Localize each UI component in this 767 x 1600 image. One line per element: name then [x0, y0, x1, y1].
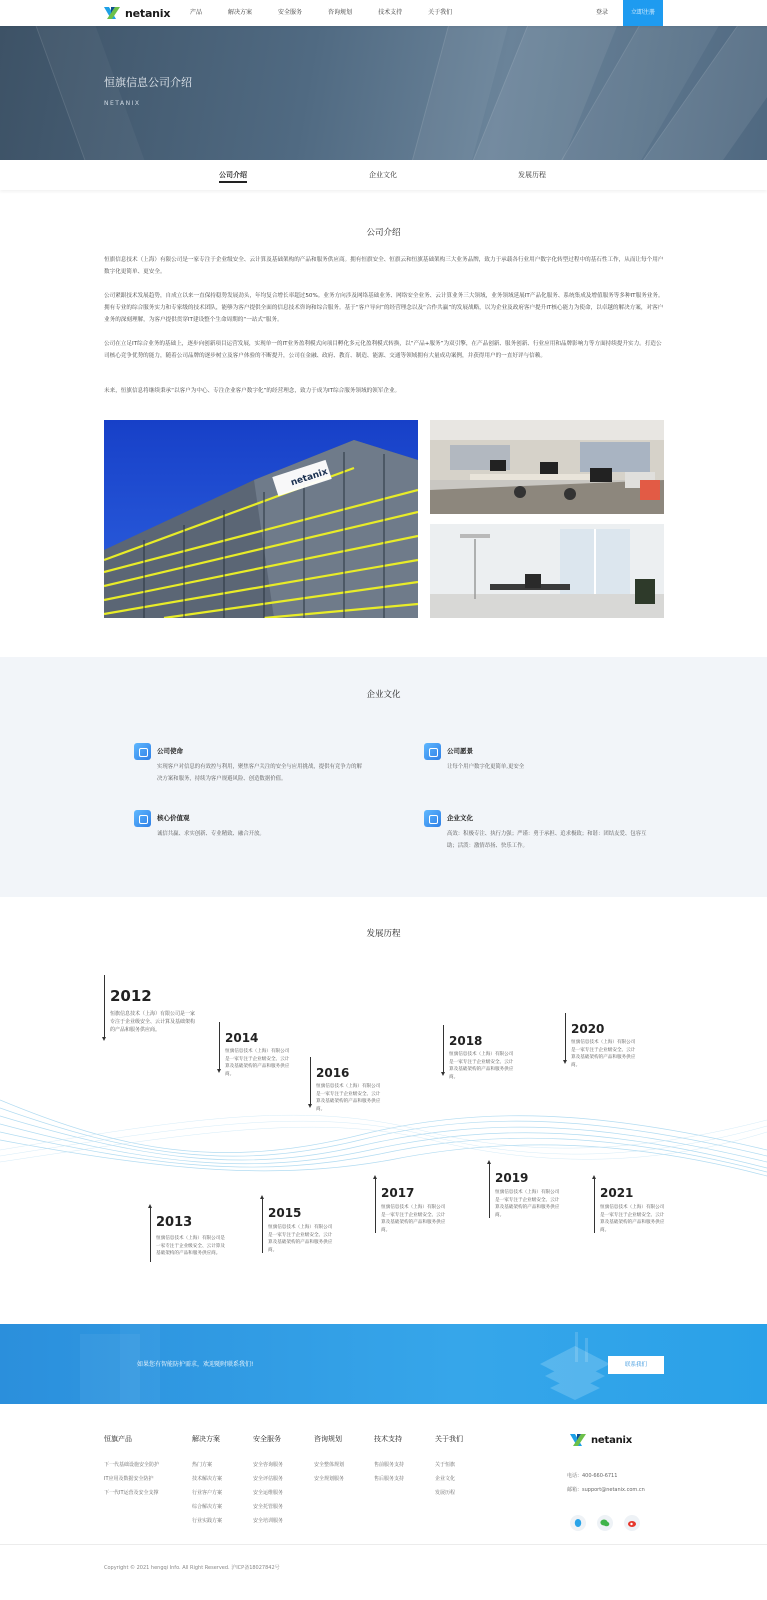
- footer-column: [104, 1434, 159, 1500]
- site-header: [0, 0, 767, 26]
- timeline-year: 2017: [381, 1186, 415, 1200]
- nav-item-solutions[interactable]: 解决方案: [228, 9, 253, 16]
- footer-link[interactable]: IT应用及数据安全防护: [104, 1476, 154, 1482]
- logo[interactable]: [104, 6, 170, 20]
- section-tabs: [0, 160, 767, 190]
- timeline-desc: 恒旗信息技术（上海）有限公司是一家专注于企业级安全、云计算及基础架构的产品和服务供应商。: [110, 1011, 196, 1033]
- footer-link[interactable]: 售后服务支持: [374, 1476, 405, 1482]
- footer-link[interactable]: 安全托管服务: [253, 1504, 284, 1510]
- svg-text:netanix: netanix: [289, 467, 330, 489]
- intro-paragraph: 公司紧跟技术发展趋势，自成立以来一直保持稳势发展劲头，年均复合增长率超过50%。业务方向涉及网络基础业务、网络安全业务、云计算业务三大领域，业务领域延展IT产品化服务、系统集成及增值服务等多种IT服务业务。拥有专业的综合服务实力和专家级的技术团队，能够为客户提供全面的信息技术咨询和综合服务。基于“客户导向”的经营理念以及“合作共赢”的发展战略，以为企业及政府客户提升IT核心能力为使命，以卓越的解决方案，对客户业务的深刻理解，为客户提供贯穿IT建设整个生命周期的“一站式”服务。: [104, 293, 664, 323]
- nav-item-consulting[interactable]: 咨询规划: [328, 9, 353, 16]
- weibo-icon[interactable]: [624, 1515, 640, 1531]
- mission-icon: [134, 743, 151, 760]
- nav-item-products[interactable]: 产品: [190, 9, 203, 16]
- nav-item-about[interactable]: 关于我们: [428, 9, 453, 16]
- footer-column-heading: 关于我们: [435, 1435, 463, 1443]
- footer-link[interactable]: 安全规划服务: [314, 1476, 345, 1482]
- qq-icon[interactable]: [570, 1515, 586, 1531]
- footer-logo-text: netanix: [591, 1434, 633, 1446]
- contact-us-button[interactable]: 联系我们: [608, 1356, 664, 1374]
- footer-column: [435, 1434, 463, 1500]
- culture-item-title: 企业文化: [447, 814, 473, 822]
- page-banner: [0, 26, 767, 160]
- timeline-arrow: [310, 1057, 311, 1105]
- timeline-year: 2013: [156, 1215, 193, 1230]
- intro-paragraph: 公司在立足IT综合业务的基础上，逐步向创新项目运营发展，实现单一的IT业务盈利模式向项目孵化多元化盈利模式转换，以“产品+服务”为双引擎，在产品创新、服务创新、行业应用和品牌影响力等方面持续提升实力。打造公司核心竞争优势的能力，随着公司品牌的逐步树立及客户体验的不断提升，公司在金融、政府、教育、制造、能源、交通等领域拥有大量成功案例，并获得用户的一直好评与信赖。: [104, 341, 662, 359]
- footer-link[interactable]: 技术解决方案: [192, 1476, 223, 1482]
- footer-link[interactable]: 综合解决方案: [192, 1504, 223, 1510]
- cta-text: 如果您有智能防护需求，欢迎随时联系我们!: [137, 1361, 254, 1368]
- login-link[interactable]: 登录: [596, 9, 609, 16]
- office-photo-graphic: [430, 420, 664, 514]
- logo-mark-icon: [570, 1434, 588, 1446]
- culture-item-title: 核心价值观: [157, 814, 190, 822]
- timeline-arrow: [489, 1163, 490, 1218]
- footer-column-heading: 技术支持: [374, 1435, 402, 1443]
- footer-column: [253, 1434, 283, 1528]
- timeline-year: 2021: [600, 1186, 634, 1200]
- timeline-year: 2019: [495, 1171, 529, 1185]
- building-photo: [104, 420, 418, 618]
- timeline-desc: 恒旗信息技术（上海）有限公司是一家专注于企业级安全、云计算及基础架构的产品和服务供应商。: [381, 1205, 446, 1233]
- timeline-desc: 恒旗信息技术（上海）有限公司是一家专注于企业级安全、云计算及基础架构的产品和服务供应商。: [495, 1190, 560, 1218]
- footer-link[interactable]: 安全咨询服务: [253, 1462, 284, 1468]
- office-photo: [430, 524, 664, 618]
- footer-link[interactable]: 下一代IT运营及安全支撑: [104, 1490, 159, 1496]
- timeline-arrow: [150, 1207, 151, 1262]
- timeline-arrow: [594, 1178, 595, 1233]
- timeline-arrow: [262, 1198, 263, 1253]
- timeline-arrow: [104, 975, 105, 1038]
- tab-history[interactable]: 发展历程: [518, 171, 546, 179]
- culture-title: 企业文化: [366, 690, 401, 700]
- building-photo-graphic: [104, 420, 418, 618]
- footer-column: [374, 1434, 404, 1486]
- footer-link[interactable]: 企业文化: [435, 1476, 456, 1482]
- footer-link[interactable]: 安全评估服务: [253, 1476, 284, 1482]
- culture-icon: [424, 810, 441, 827]
- timeline-arrow: [443, 1025, 444, 1073]
- vision-icon: [424, 743, 441, 760]
- footer-column-heading: 解决方案: [192, 1435, 220, 1443]
- timeline-year: 2016: [316, 1066, 350, 1080]
- timeline-arrow: [565, 1013, 566, 1061]
- nav-item-security-services[interactable]: 安全服务: [278, 9, 303, 16]
- timeline-desc: 恒旗信息技术（上海）有限公司是一家专注于企业级安全、云计算及基础架构的产品和服务供应商。: [316, 1084, 381, 1112]
- wechat-icon[interactable]: [597, 1515, 613, 1531]
- copyright-text: Copyright © 2021 hengqi Info. All Right Reserved. 沪ICP备18027842号: [104, 1565, 280, 1571]
- footer-column: [314, 1434, 344, 1486]
- footer-column: [192, 1434, 222, 1528]
- culture-item-desc: 高效：积极专注、执行力强；严谨：勇于承担、追求极致；和谐：团结友爱、包容互助；活泼：激情昂扬、快乐工作。: [447, 831, 647, 849]
- values-icon: [134, 810, 151, 827]
- footer-email: 邮箱：support@netanix.com.cn: [567, 1487, 645, 1493]
- history-title: 发展历程: [366, 929, 401, 939]
- timeline-desc: 恒旗信息技术（上海）有限公司是一家专注于企业级安全、云计算及基础架构的产品和服务供应商。: [449, 1052, 514, 1080]
- nav-item-support[interactable]: 技术支持: [378, 9, 403, 16]
- footer-link[interactable]: 热门方案: [192, 1462, 213, 1468]
- intro-paragraph: 未来，恒旗信息将继续秉承“以客户为中心、专注企业客户数字化”的经营理念，致力于成为IT综合服务领域的领军企业。: [104, 388, 401, 394]
- timeline-year: 2015: [268, 1206, 302, 1220]
- footer-link[interactable]: 发展历程: [435, 1490, 456, 1496]
- footer-column-heading: 恒旗产品: [104, 1435, 132, 1443]
- site-footer: [0, 1404, 767, 1600]
- main-nav: [190, 0, 478, 26]
- intro-title: 公司介绍: [366, 228, 401, 238]
- contact-banner: [0, 1324, 767, 1404]
- tab-culture[interactable]: 企业文化: [369, 171, 397, 179]
- footer-link[interactable]: 安全整体规划: [314, 1462, 345, 1468]
- timeline-year: 2020: [571, 1022, 605, 1036]
- banner-title: 恒旗信息公司介绍: [104, 76, 192, 89]
- culture-item-desc: 让每个用户数字化更简单,更安全: [447, 764, 525, 770]
- tab-company-intro[interactable]: 公司介绍: [219, 160, 247, 190]
- intro-paragraph: 恒旗信息技术（上海）有限公司是一家专注于企业级安全、云计算及基础架构的产品和服务供应商。拥有恒旗安全、恒旗云和恒旗基础架构三大业务品牌，致力于承载各行业用户数字化转型过程中的基石性工作，从而让每个用户数字化更简单、更安全。: [104, 257, 664, 275]
- timeline-year: 2012: [110, 987, 152, 1005]
- timeline-wave-graphic: [0, 1080, 767, 1190]
- culture-item-desc: 诚信共赢、求实创新、专业精致、融合开放。: [157, 831, 265, 837]
- banner-subtitle: NETANIX: [104, 100, 141, 107]
- culture-item-desc: 实现客户对信息的有效控与利用，聚焦客户关注的安全与应用挑战，提供有竞争力的解决方案和服务，持续为客户规避风险、创造数据价值。: [157, 764, 362, 782]
- register-button[interactable]: 立即注册: [623, 0, 663, 26]
- footer-column-heading: 安全服务: [253, 1435, 281, 1443]
- timeline-year: 2018: [449, 1034, 483, 1048]
- footer-link[interactable]: 行业实践方案: [192, 1518, 223, 1524]
- timeline-arrow: [375, 1178, 376, 1233]
- timeline-desc: 恒旗信息技术（上海）有限公司是一家专注于企业级安全、云计算及基础架构的产品和服务供应商。: [225, 1049, 290, 1077]
- footer-link[interactable]: 售前服务支持: [374, 1462, 405, 1468]
- timeline-desc: 恒旗信息技术（上海）有限公司是一家专注于企业级安全、云计算及基础架构的产品和服务供应商。: [600, 1205, 665, 1233]
- footer-link[interactable]: 行业客户方案: [192, 1490, 223, 1496]
- timeline-desc: 恒旗信息技术（上海）有限公司是一家专注于企业级安全、云计算及基础架构的产品和服务供应商。: [571, 1040, 636, 1068]
- office-photo: [430, 420, 664, 514]
- footer-link[interactable]: 关于恒旗: [435, 1462, 456, 1468]
- logo-mark-icon: [104, 7, 122, 19]
- footer-divider: [0, 1544, 767, 1545]
- footer-column-heading: 咨询规划: [314, 1435, 342, 1443]
- culture-item-title: 公司使命: [157, 747, 183, 755]
- footer-link[interactable]: 下一代基础设施安全防护: [104, 1462, 160, 1468]
- logo-text: netanix: [125, 6, 171, 20]
- banner-building-graphic: [36, 26, 145, 160]
- footer-logo[interactable]: [570, 1434, 632, 1446]
- footer-link[interactable]: 安全培训服务: [253, 1518, 284, 1524]
- culture-item-title: 公司愿景: [447, 747, 473, 755]
- footer-phone: 电话：400-660-6711: [567, 1473, 618, 1479]
- timeline-arrow: [219, 1022, 220, 1070]
- footer-link[interactable]: 安全运维服务: [253, 1490, 284, 1496]
- timeline-desc: 恒旗信息技术（上海）有限公司是一家专注于企业级安全、云计算及基础架构的产品和服务供应商。: [268, 1225, 333, 1253]
- timeline-desc: 恒旗信息技术（上海）有限公司是一家专注于企业级安全、云计算及基础架构的产品和服务供应商。: [156, 1236, 225, 1256]
- timeline-year: 2014: [225, 1031, 259, 1045]
- office-photo-graphic: [430, 524, 664, 618]
